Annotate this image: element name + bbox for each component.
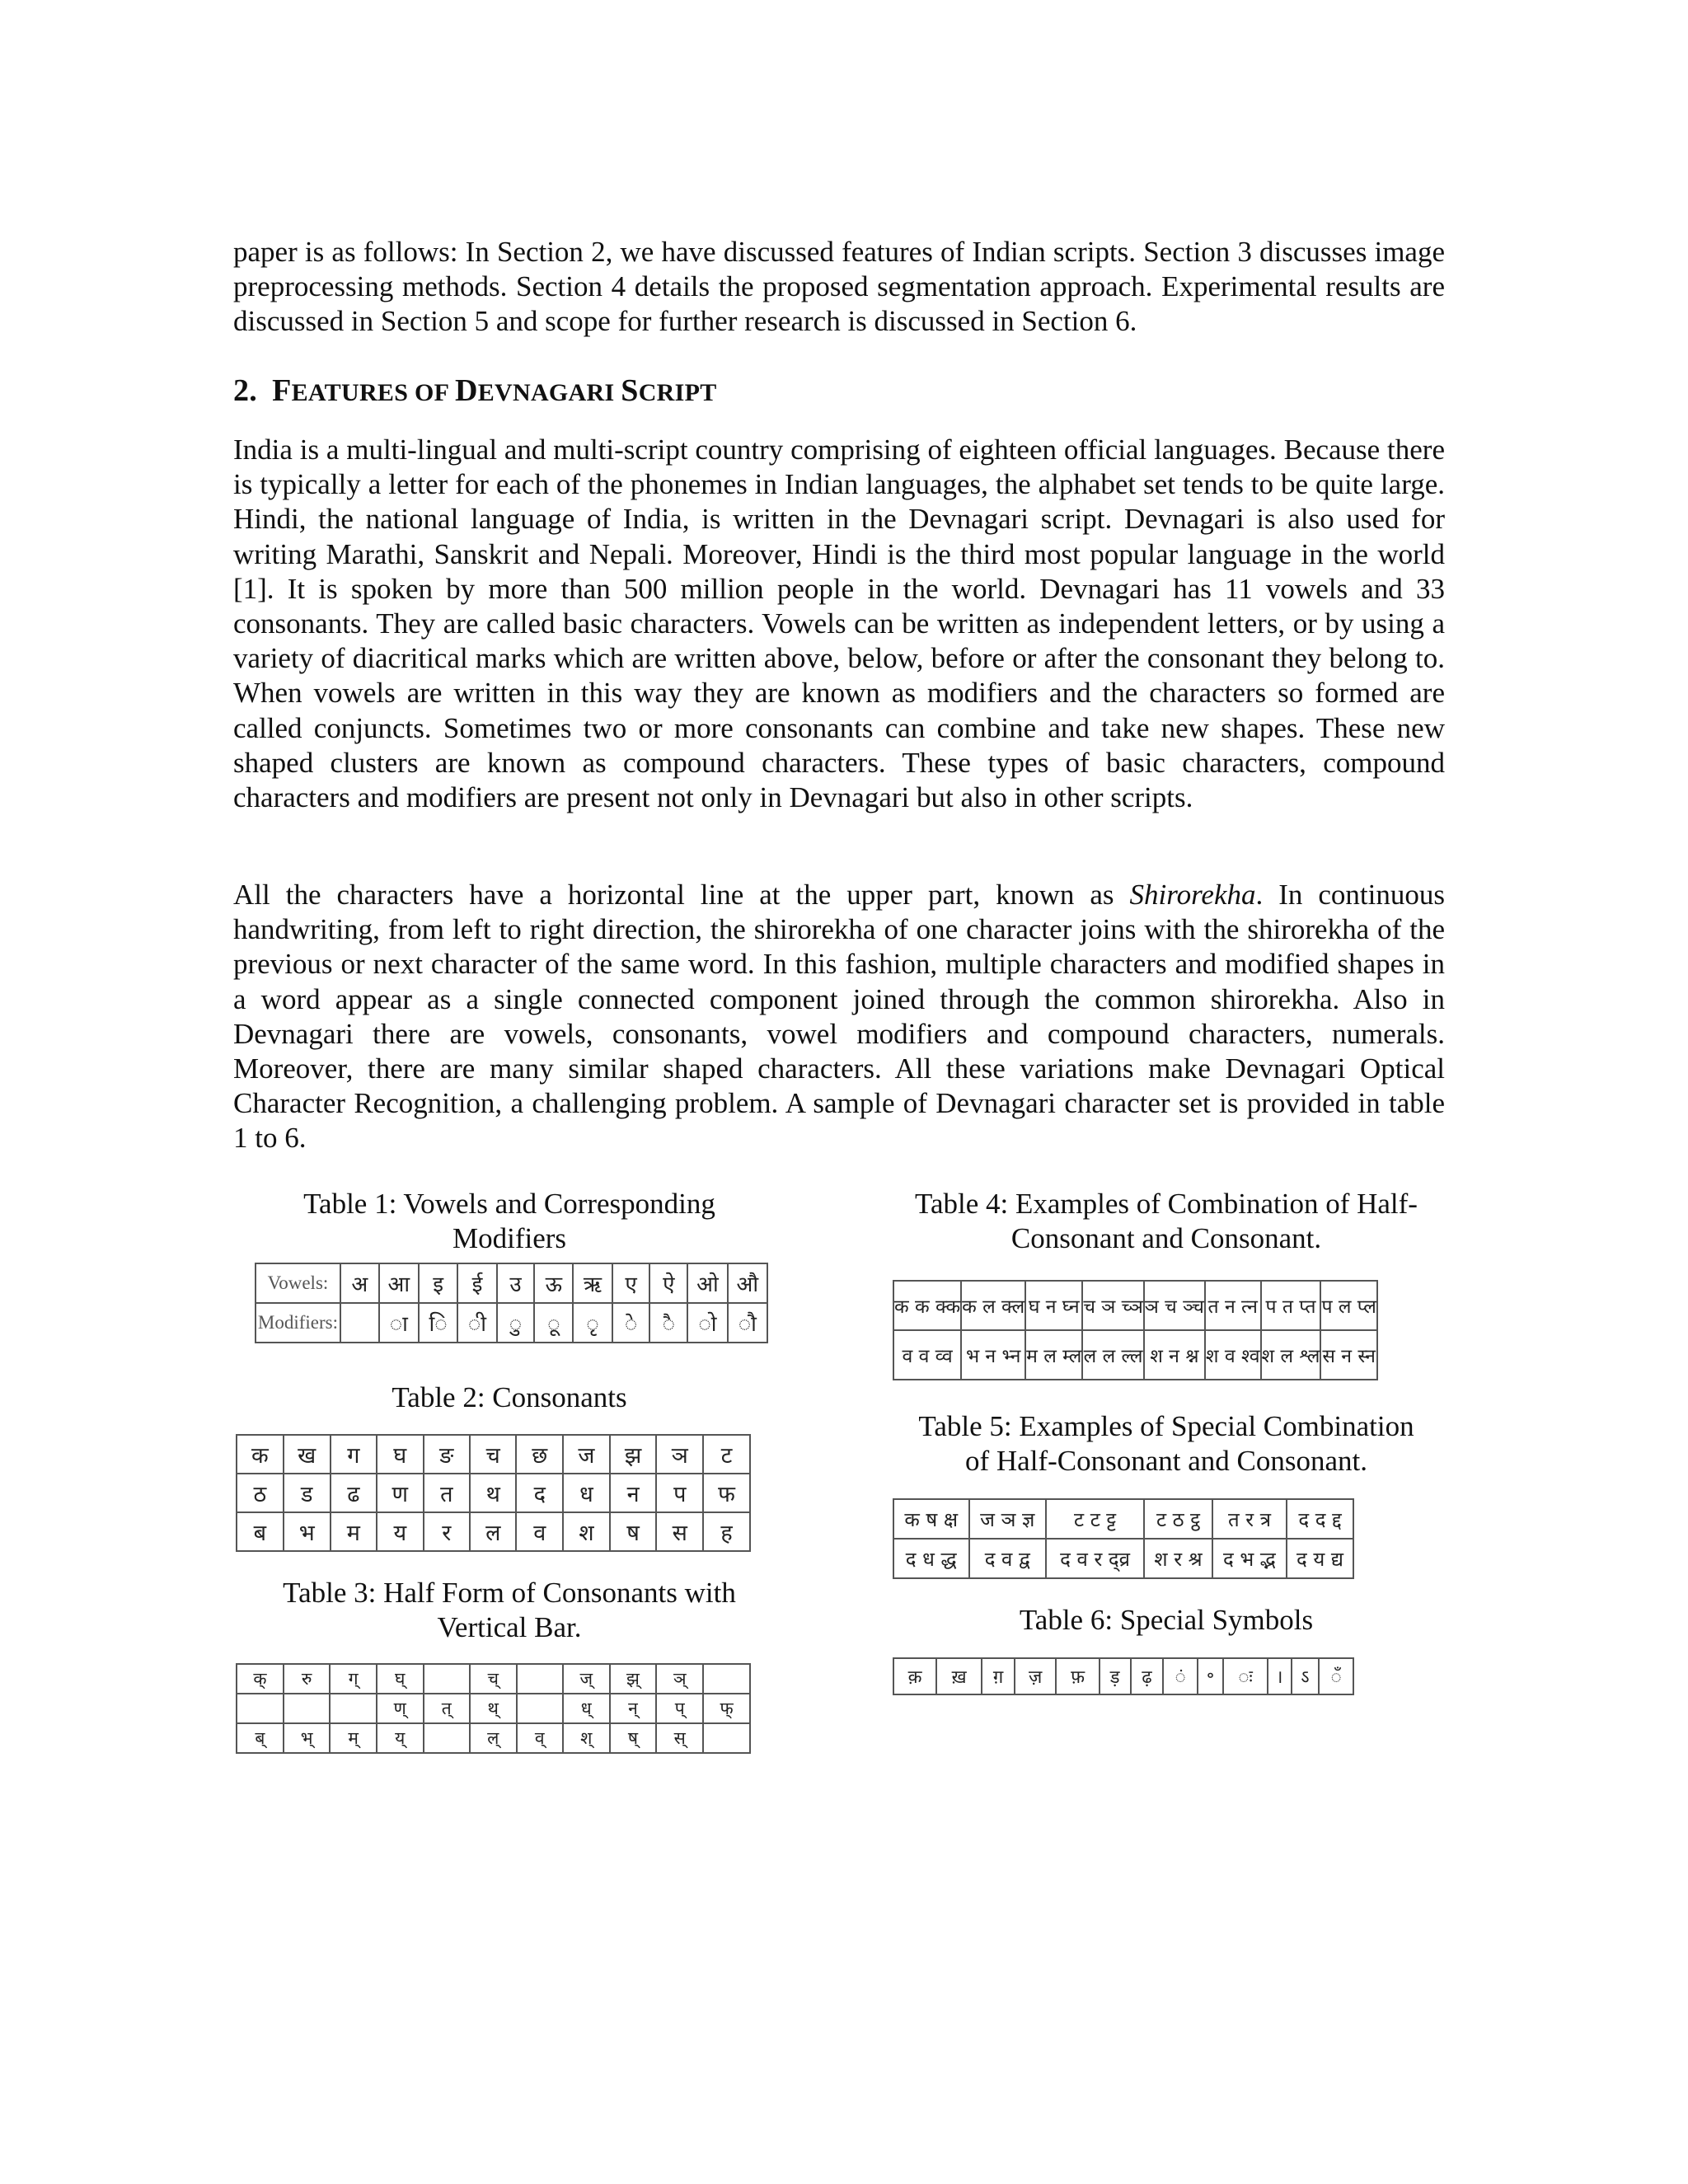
paragraph-features: India is a multi-lingual and multi-script country comprising of eighteen official languages. Because there is typically a letter for each of the phonemes in Indian languages, the alphabet set tends to be quite large. Hindi, the national language of India, is written in the Devnagari script. Devnagari is also used for writing Marathi, Sanskrit and Nepali. Moreover, Hindi is the third most popular language in the world [1]. It is spoken by more than 500 million people in the world. Devnagari has 11 vowels and 33 consonants. They are called basic characters. Vowels can be written as independent letters, or by using a variety of diacritical marks which are written above, below, before or after the consonant they belong to. When vowels are written in this way they are known as modifiers and the characters so formed are called conjuncts. Sometimes two or more consonants can combine and take new shapes. These new shaped clusters are known as compound characters. These types of basic characters, compound characters and modifiers are present not only in Devnagari but also in other scripts. — [233, 434, 1445, 814]
table-cell: य् — [377, 1723, 424, 1753]
table-cell: । — [1268, 1658, 1292, 1694]
table-cell: क ल क्ल — [961, 1281, 1025, 1330]
table-cell: ल् — [470, 1723, 517, 1753]
section-title-part: EVNAGARI — [477, 379, 621, 406]
table-cell: ो — [687, 1303, 727, 1343]
table-cell: ञ् — [656, 1664, 703, 1694]
table-cell: ी — [457, 1303, 496, 1343]
table-cell: त न त्न — [1205, 1281, 1261, 1330]
table-cell: श व श्व — [1205, 1330, 1261, 1380]
caption-line: Modifiers — [452, 1222, 567, 1254]
table-row — [893, 1330, 1377, 1380]
table-cell: ग — [331, 1435, 377, 1474]
table1-caption — [233, 1187, 785, 1256]
table-cell: स न स्न — [1320, 1330, 1376, 1380]
table-cell: उ — [497, 1263, 535, 1303]
table-cell: ज ञ ज्ञ — [969, 1499, 1047, 1539]
caption-line: of Half-Consonant and Consonant. — [965, 1445, 1367, 1477]
table-cell: ग़ — [982, 1658, 1015, 1694]
table-cell: अ — [340, 1263, 379, 1303]
table-row — [893, 1539, 1353, 1578]
caption-line: Table 1: Vowels and Corresponding — [303, 1188, 715, 1220]
table-cell: च ञ च्ञ — [1082, 1281, 1143, 1330]
table5-special-combinations — [893, 1498, 1354, 1579]
table-cell: द — [516, 1474, 563, 1512]
table-cell: ध — [563, 1474, 610, 1512]
table-cell: ठ — [237, 1474, 284, 1512]
table-cell: ै — [649, 1303, 687, 1343]
table-row — [893, 1499, 1353, 1539]
table-cell: प त प्त — [1261, 1281, 1321, 1330]
table-cell: श — [563, 1512, 610, 1551]
table-cell — [517, 1694, 563, 1723]
table2-caption: Table 2: Consonants — [392, 1381, 627, 1413]
table-cell: घ् — [377, 1664, 424, 1694]
table-cell: व व व्व — [893, 1330, 961, 1380]
table-cell: प ल प्ल — [1320, 1281, 1376, 1330]
paragraph-shirorekha — [233, 878, 1445, 1156]
section-title-part: EATURES OF — [291, 379, 455, 406]
table-cell: व् — [517, 1723, 563, 1753]
table-cell: ज़ — [1015, 1658, 1057, 1694]
table-row — [256, 1263, 767, 1303]
table-cell: च् — [470, 1664, 517, 1694]
table-cell: थ् — [470, 1694, 517, 1723]
table-cell: झ — [610, 1435, 657, 1474]
table-cell: ज — [563, 1435, 610, 1474]
caption-line: Table 3: Half Form of Consonants with — [283, 1577, 736, 1609]
table1-vowels-modifiers — [255, 1263, 768, 1343]
table-cell: ः — [1223, 1658, 1268, 1694]
caption-line: Table 4: Examples of Combination of Half- — [915, 1188, 1418, 1220]
table-cell: ण — [377, 1474, 424, 1512]
table-cell: ँ — [1319, 1658, 1353, 1694]
table-cell: त् — [424, 1694, 470, 1723]
table-cell: श् — [563, 1723, 610, 1753]
table-cell: क़ — [893, 1658, 936, 1694]
table-cell: ं — [1163, 1658, 1198, 1694]
table5-caption — [890, 1409, 1442, 1479]
table-cell: ग् — [330, 1664, 376, 1694]
table-cell: ब् — [237, 1723, 284, 1753]
section-title-part: CRIPT — [638, 379, 717, 406]
table-row — [237, 1694, 750, 1723]
table-row — [237, 1435, 750, 1474]
table-cell: ृ — [573, 1303, 612, 1343]
table-cell — [330, 1694, 376, 1723]
table-cell: ॰ — [1198, 1658, 1223, 1694]
table-cell: म — [331, 1512, 377, 1551]
table-cell: ख़ — [936, 1658, 982, 1694]
table4-half-consonant-combinations — [893, 1280, 1378, 1380]
table-cell: ल — [470, 1512, 517, 1551]
table-cell: आ — [379, 1263, 419, 1303]
table-cell — [284, 1694, 331, 1723]
table-cell — [517, 1664, 563, 1694]
table-cell: क् — [237, 1664, 284, 1694]
table-cell: व — [516, 1512, 563, 1551]
table-cell: ए — [612, 1263, 650, 1303]
para2-italic-term: Shirorekha — [1129, 879, 1256, 911]
table-cell: फ् — [703, 1694, 750, 1723]
table2-consonants — [236, 1434, 751, 1552]
intro-paragraph: paper is as follows: In Section 2, we have discussed features of Indian scripts. Section 3 discusses image preprocessing methods. Section 4 details the proposed segmentation approach. Experimental results are discussed in Section 5 and scope for further research is discussed in Section 6. — [233, 236, 1445, 338]
para2-text: All the characters have a horizontal line at the upper part, known as — [233, 879, 1130, 911]
table-cell: ट ठ ट्ठ — [1144, 1499, 1212, 1539]
table-cell: न — [610, 1474, 657, 1512]
table-cell: ऋ — [573, 1263, 612, 1303]
table-cell: झ् — [610, 1664, 657, 1694]
table-row — [237, 1512, 750, 1551]
table-cell — [703, 1723, 750, 1753]
table-cell: द द द्द — [1287, 1499, 1353, 1539]
table-cell: द भ द्भ — [1212, 1539, 1287, 1578]
table-cell: प् — [656, 1694, 703, 1723]
table-cell: भ न भ्न — [961, 1330, 1025, 1380]
table-cell: च — [470, 1435, 517, 1474]
table-cell: ह — [703, 1512, 750, 1551]
table-cell: ऐ — [649, 1263, 687, 1303]
table-cell: ओ — [687, 1263, 727, 1303]
section-title-part: D — [454, 373, 478, 408]
table-cell: फ़ — [1056, 1658, 1099, 1694]
table-cell: श न श्न — [1144, 1330, 1205, 1380]
table-cell: य — [377, 1512, 424, 1551]
caption-line: Consonant and Consonant. — [1010, 1222, 1322, 1254]
table-cell: द व र द्व्र — [1046, 1539, 1144, 1578]
caption-line: Table 5: Examples of Special Combination — [918, 1410, 1414, 1442]
table-cell: क ष क्ष — [893, 1499, 969, 1539]
table3-caption — [233, 1576, 785, 1645]
table-cell: इ — [419, 1263, 457, 1303]
table-row — [237, 1664, 750, 1694]
row-label: Modifiers: — [256, 1303, 340, 1343]
table-cell: ढ़ — [1131, 1658, 1164, 1694]
table-cell: ण् — [377, 1694, 424, 1723]
table-cell: श ल श्ल — [1261, 1330, 1321, 1380]
table-cell: ज् — [563, 1664, 610, 1694]
table-cell: स — [656, 1512, 703, 1551]
table-cell — [237, 1694, 284, 1723]
table-cell: ड़ — [1100, 1658, 1131, 1694]
table-cell: ई — [457, 1263, 496, 1303]
section-heading — [233, 373, 717, 409]
table-cell: ु — [497, 1303, 535, 1343]
table-cell: ख — [284, 1435, 331, 1474]
table-cell: थ — [470, 1474, 517, 1512]
table-cell: ष — [610, 1512, 657, 1551]
table-cell — [424, 1723, 470, 1753]
table-cell: भ — [284, 1512, 331, 1551]
table-cell — [424, 1664, 470, 1694]
section-number: 2. — [233, 373, 258, 408]
table-cell: क क क्क — [893, 1281, 961, 1330]
table-cell: ऊ — [534, 1263, 573, 1303]
table-cell: द य द्य — [1287, 1539, 1353, 1578]
table-cell: औ — [728, 1263, 767, 1303]
table-row — [256, 1303, 767, 1343]
table-row — [893, 1281, 1377, 1330]
table-cell: रु — [284, 1664, 331, 1694]
table-cell: ल ल ल्ल — [1082, 1330, 1143, 1380]
table3-half-forms — [236, 1663, 751, 1754]
table-cell: े — [612, 1303, 650, 1343]
table-cell: द व द्व — [969, 1539, 1047, 1578]
caption-line: Vertical Bar. — [437, 1611, 582, 1643]
table-cell: श र श्र — [1144, 1539, 1212, 1578]
table-cell: फ — [703, 1474, 750, 1512]
table6-caption: Table 6: Special Symbols — [1019, 1604, 1314, 1636]
table-cell: ट — [703, 1435, 750, 1474]
table-cell: भ् — [284, 1723, 331, 1753]
row-label: Vowels: — [256, 1263, 340, 1303]
table-cell: घ — [377, 1435, 424, 1474]
table-cell: ञ च ञ्च — [1144, 1281, 1205, 1330]
table-cell: द ध द्ध — [893, 1539, 969, 1578]
table-cell: ौ — [728, 1303, 767, 1343]
table-cell: छ — [516, 1435, 563, 1474]
table-cell: ढ — [331, 1474, 377, 1512]
table-cell: ब — [237, 1512, 284, 1551]
table-cell: ष् — [610, 1723, 657, 1753]
section-title-part: S — [621, 373, 639, 408]
table-cell: स् — [656, 1723, 703, 1753]
para2-text: . In continuous handwriting, from left to right direction, the shirorekha of one character joins with the shirorekha of the previous or next character of the same word. In this fashion, multiple characters and modified shapes in a word appear as a single connected component joined through the common shirorekha. Also in Devnagari there are vowels, consonants, vowel modifiers and compound characters, numerals. Moreover, there are many similar shaped characters. All these variations make Devnagari Optical Character Recognition, a challenging problem. A sample of Devnagari character set is provided in table 1 to 6. — [233, 879, 1445, 1155]
table-cell: ऽ — [1292, 1658, 1320, 1694]
table-cell: ट ट ट्ट — [1046, 1499, 1144, 1539]
table-cell: त र त्र — [1212, 1499, 1287, 1539]
table-cell: प — [656, 1474, 703, 1512]
table-cell: त — [424, 1474, 470, 1512]
table-cell: क — [237, 1435, 284, 1474]
table-cell: ू — [534, 1303, 573, 1343]
table-cell: ड — [284, 1474, 331, 1512]
table-cell: न् — [610, 1694, 657, 1723]
table-row — [237, 1474, 750, 1512]
table-cell: म् — [330, 1723, 376, 1753]
table-cell: ञ — [656, 1435, 703, 1474]
table6-special-symbols — [893, 1657, 1354, 1695]
table-row — [893, 1658, 1353, 1694]
table-cell: ध् — [563, 1694, 610, 1723]
table-cell: र — [424, 1512, 470, 1551]
table-cell: घ न घ्न — [1025, 1281, 1082, 1330]
table-cell: ि — [419, 1303, 457, 1343]
table-cell — [703, 1664, 750, 1694]
table-row — [237, 1723, 750, 1753]
table-cell: ङ — [424, 1435, 470, 1474]
section-title-part: F — [272, 373, 292, 408]
table4-caption — [890, 1187, 1442, 1256]
table-cell: ा — [379, 1303, 419, 1343]
table-cell: म ल म्ल — [1025, 1330, 1082, 1380]
table-cell — [340, 1303, 379, 1343]
